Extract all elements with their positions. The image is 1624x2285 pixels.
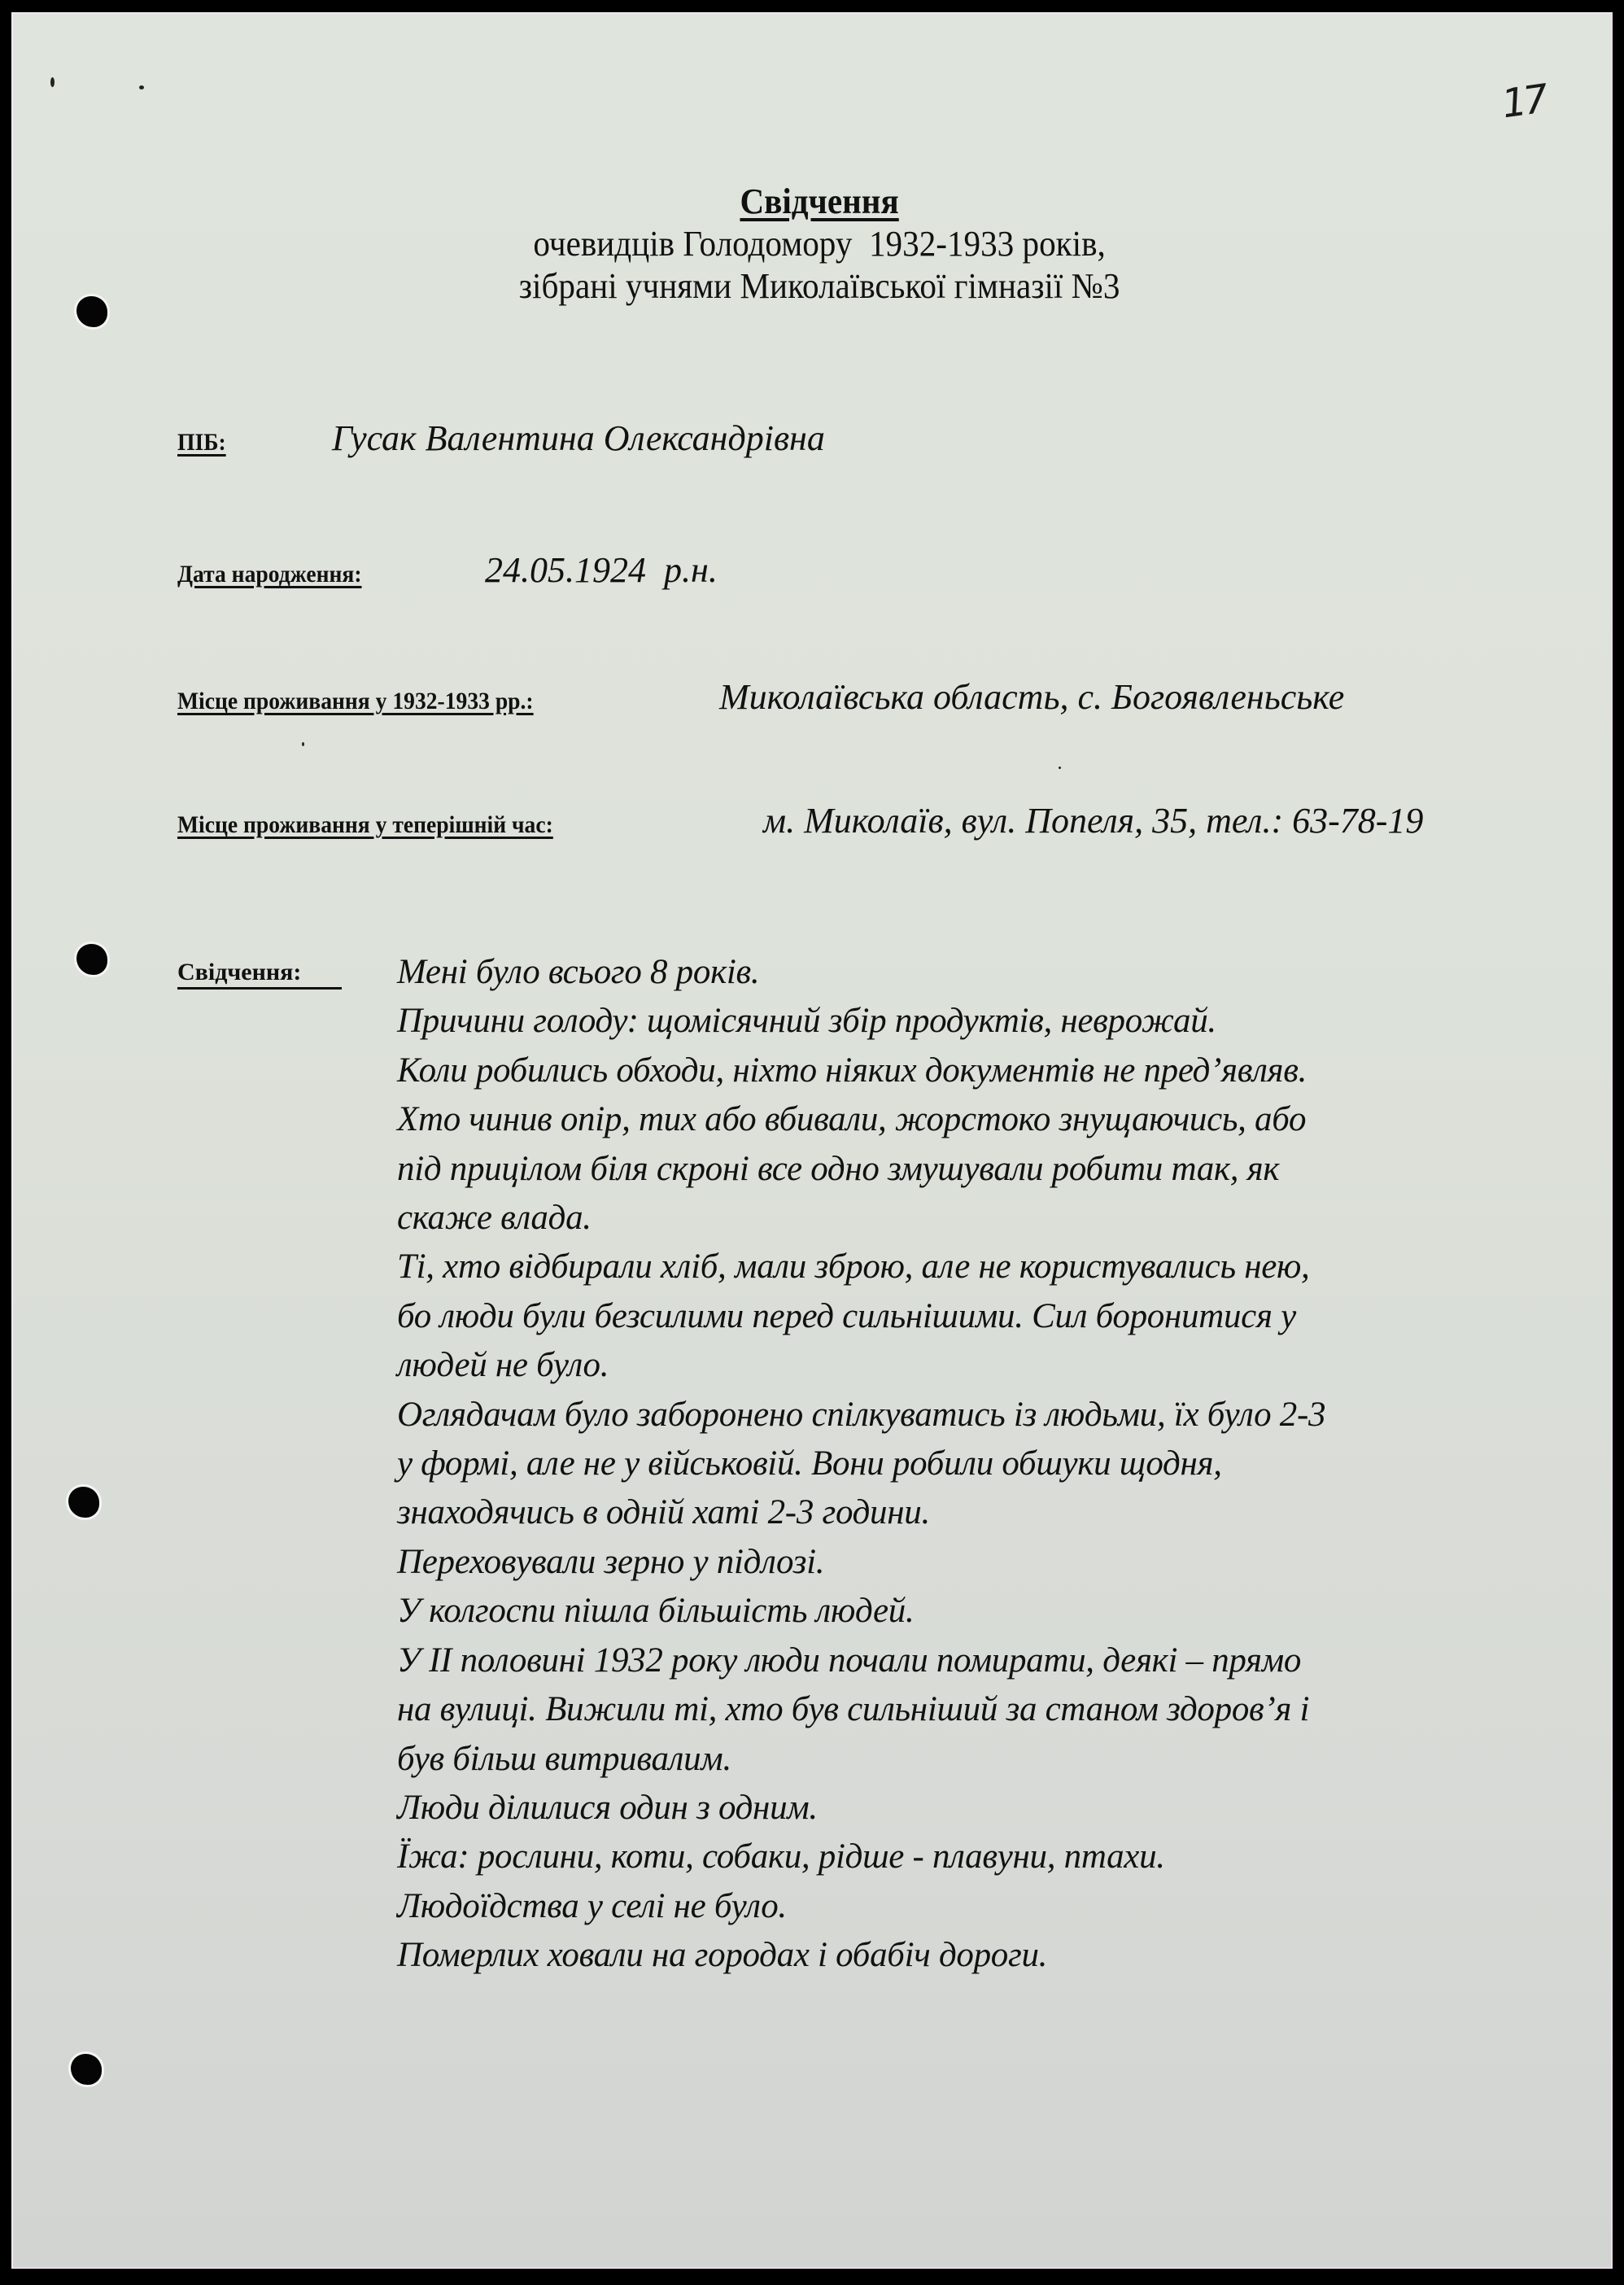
testimony-line: Коли робились обходи, ніхто ніяких документів не пред’являв. (397, 1051, 1307, 1090)
punch-hole-icon (68, 1487, 99, 1518)
testimony-line: знаходячись в одній хаті 2-3 години. (397, 1493, 930, 1532)
testimony-line: під прицілом біля скроні все одно змушували робити так, як (397, 1149, 1280, 1188)
testimony-line: скаже влада. (397, 1199, 592, 1238)
testimony-line: на вулиці. Вижили ті, хто був сильніший за станом здоров’я і (397, 1690, 1310, 1729)
testimony-line: Людоїдства у селі не було. (397, 1886, 787, 1925)
testimony-line: Люди ділилися один з одним. (397, 1788, 818, 1827)
testimony-line: Їжа: рослини, коти, собаки, рідше - плавуни, птахи. (397, 1837, 1165, 1876)
testimony-line: людей не було. (397, 1346, 609, 1385)
field-residence-1932-1933-value: Миколаївська область, с. Богоявленьське (719, 677, 1345, 717)
testimony-line: був більш витривалим. (397, 1739, 731, 1778)
testimony-line: Мені було всього 8 років. (397, 953, 760, 991)
document-page (11, 12, 1613, 2269)
field-residence-1932-1933 (177, 677, 1345, 717)
document-subtitle-line-2: зібрані учнями Миколаївської гімназії №3 (518, 266, 1120, 306)
testimony-line: Померлих ховали на городах і обабіч дороги. (397, 1936, 1048, 1975)
field-name-value: Гусак Валентина Олександрівна (332, 418, 825, 458)
testimony-line: Оглядачам було заборонено спілкуватись із людьми, їх було 2-3 (397, 1395, 1326, 1434)
document-title: Свідчення (740, 181, 899, 221)
scan-speck (50, 77, 55, 87)
scan-speck (139, 85, 144, 90)
field-name (177, 418, 825, 458)
testimony-line: Причини голоду: щомісячний збір продуктів, неврожай. (397, 1002, 1216, 1041)
punch-hole-icon (76, 944, 107, 975)
testimony-line: У колгоспи пішла більшість людей. (397, 1592, 915, 1631)
testimony-line: Хто чинив опір, тих або вбивали, жорстоко знущаючись, або (397, 1100, 1307, 1139)
field-birth-date-label: Дата народження: (177, 561, 362, 588)
document-header (13, 181, 1624, 308)
field-birth-date (177, 550, 718, 590)
field-current-residence (177, 801, 1424, 841)
testimony-line: Ті, хто відбирали хліб, мали зброю, але не користувались нею, (397, 1247, 1310, 1287)
handwritten-page-number: 17 (1499, 76, 1548, 128)
field-current-residence-value: м. Миколаїв, вул. Попеля, 35, тел.: 63-78-19 (763, 801, 1424, 841)
scan-speck (1059, 767, 1061, 769)
testimony-line: У ІІ половині 1932 року люди почали помирати, деякі – прямо (397, 1641, 1302, 1680)
field-residence-1932-1933-label: Місце проживання у 1932-1933 рр.: (177, 688, 534, 714)
testimony-line: у формі, але не у військовій. Вони робили обшуки щодня, (397, 1444, 1222, 1483)
scan-speck (302, 742, 304, 746)
testimony-label: Свідчення: (177, 958, 342, 990)
testimony-text (397, 948, 1585, 1981)
field-birth-date-value: 24.05.1924 р.н. (485, 550, 718, 590)
document-subtitle-line-1: очевидців Голодомору 1932-1933 років, (533, 224, 1106, 264)
field-current-residence-label: Місце проживання у теперішній час: (177, 811, 553, 838)
testimony-line: бо люди були безсилими перед сильнішими. Сил боронитися у (397, 1296, 1296, 1335)
punch-hole-icon (71, 2054, 102, 2085)
testimony-line: Переховували зерно у підлозі. (397, 1542, 825, 1581)
field-name-label: ПІБ: (177, 429, 226, 456)
